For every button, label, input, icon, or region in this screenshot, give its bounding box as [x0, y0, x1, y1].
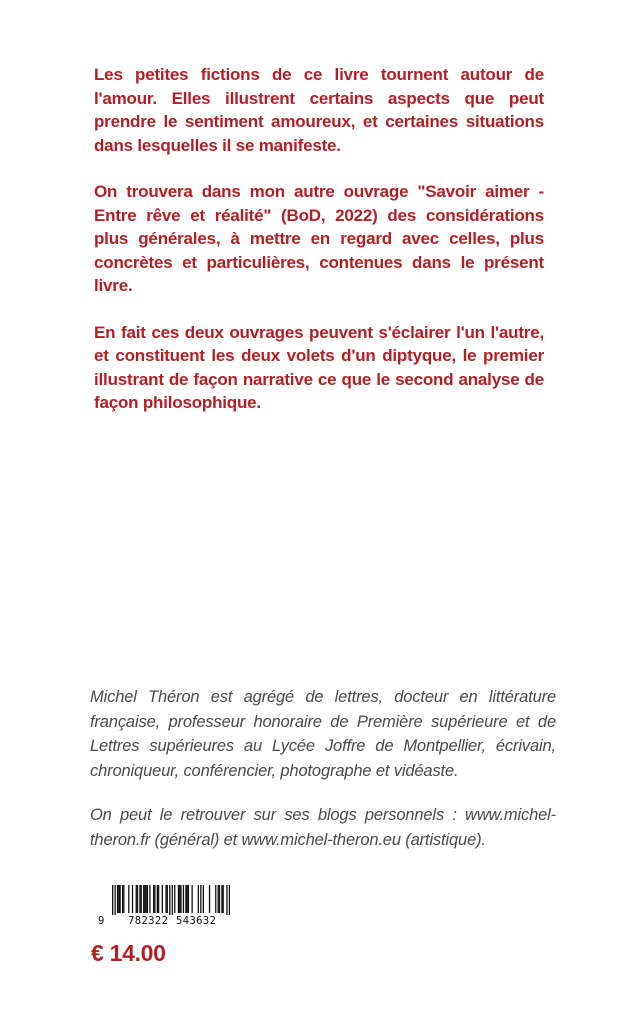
barcode-bar — [139, 885, 140, 913]
barcode-bar — [123, 885, 124, 913]
barcode-bar — [137, 885, 138, 913]
barcode-bar — [209, 885, 210, 913]
blurb-paragraph: Les petites fictions de ce livre tournent autour de l'amour. Elles illustrent certains aspects que peut prendre le sentiment amoureux, et certaines situations dans lesquelles il se manifeste. — [94, 65, 544, 155]
barcode-bar — [117, 885, 118, 913]
blurb-paragraph: En fait ces deux ouvrages peuvent s'éclairer l'un l'autre, et constituent les deux volets d'un diptyque, le premier illustrant de façon narrative ce que le second analyse de façon philosophique. — [94, 322, 544, 412]
barcode-bar — [146, 885, 147, 913]
barcode-bar — [122, 885, 123, 913]
barcode-bar — [223, 885, 224, 913]
blurb-paragraph: On trouvera dans mon autre ouvrage "Savoir aimer - Entre rêve et réalité" (BoD, 2022) des considérations plus générales, à mettre en regard avec celles, plus concrètes et particulières, contenues dans le présent livre. — [94, 182, 544, 295]
barcode-bar — [119, 885, 120, 913]
isbn-barcode — [92, 883, 250, 931]
barcode-bar — [229, 885, 230, 915]
barcode-bars — [112, 885, 230, 915]
barcode-bar — [203, 885, 204, 913]
barcode-bar — [174, 885, 175, 913]
barcode-bar — [215, 885, 216, 913]
barcode-bar — [162, 885, 163, 913]
barcode-bar — [147, 885, 148, 913]
barcode-bar — [185, 885, 186, 913]
barcode-bar — [188, 885, 189, 913]
barcode-bar — [157, 885, 158, 913]
author-bio — [90, 685, 556, 872]
barcode-right-group: 543632 — [176, 915, 217, 927]
barcode-bar — [200, 885, 201, 913]
barcode-bar — [154, 885, 155, 913]
barcode-bar — [149, 885, 150, 913]
barcode-bar — [141, 885, 142, 913]
price-label: € 14.00 — [91, 940, 166, 966]
barcode-bar — [183, 885, 184, 913]
barcode-bar — [143, 885, 144, 913]
barcode-bar — [226, 885, 227, 915]
barcode-bar — [112, 885, 113, 915]
barcode-lead-digit: 9 — [98, 915, 105, 927]
barcode-bar — [191, 885, 192, 913]
barcode-bar — [144, 885, 145, 913]
barcode-bar — [169, 885, 170, 915]
barcode-bar — [128, 885, 129, 913]
barcode-bar — [180, 885, 181, 913]
barcode-bar — [114, 885, 115, 915]
bio-paragraph: On peut le retrouver sur ses blogs personnels : www.michel-theron.fr (général) et www.michel-theron.eu (artistique). — [90, 806, 556, 849]
barcode-bar — [165, 885, 166, 913]
barcode-bar — [167, 885, 168, 913]
barcode-bar — [179, 885, 180, 913]
book-blurb — [94, 63, 544, 438]
barcode-bar — [132, 885, 133, 913]
barcode-bar — [153, 885, 154, 913]
barcode-bar — [118, 885, 119, 913]
barcode-bar — [198, 885, 199, 913]
barcode-bar — [178, 885, 179, 913]
barcode-bar — [218, 885, 219, 913]
barcode-left-group: 782322 — [128, 915, 169, 927]
barcode-digits — [92, 915, 250, 929]
barcode-bar — [136, 885, 137, 913]
barcode-bar — [158, 885, 159, 913]
barcode-bar — [187, 885, 188, 913]
barcode-bar — [219, 885, 220, 913]
barcode-bar — [172, 885, 173, 915]
barcode-bar — [221, 885, 222, 913]
bio-paragraph: Michel Théron est agrégé de lettres, docteur en littérature française, professeur honoraire de Première supérieure et de Lettres supérieures au Lycée Joffre de Montpellier, écrivain, chroniqueur, conférencier, photographe et vidéaste. — [90, 688, 556, 780]
